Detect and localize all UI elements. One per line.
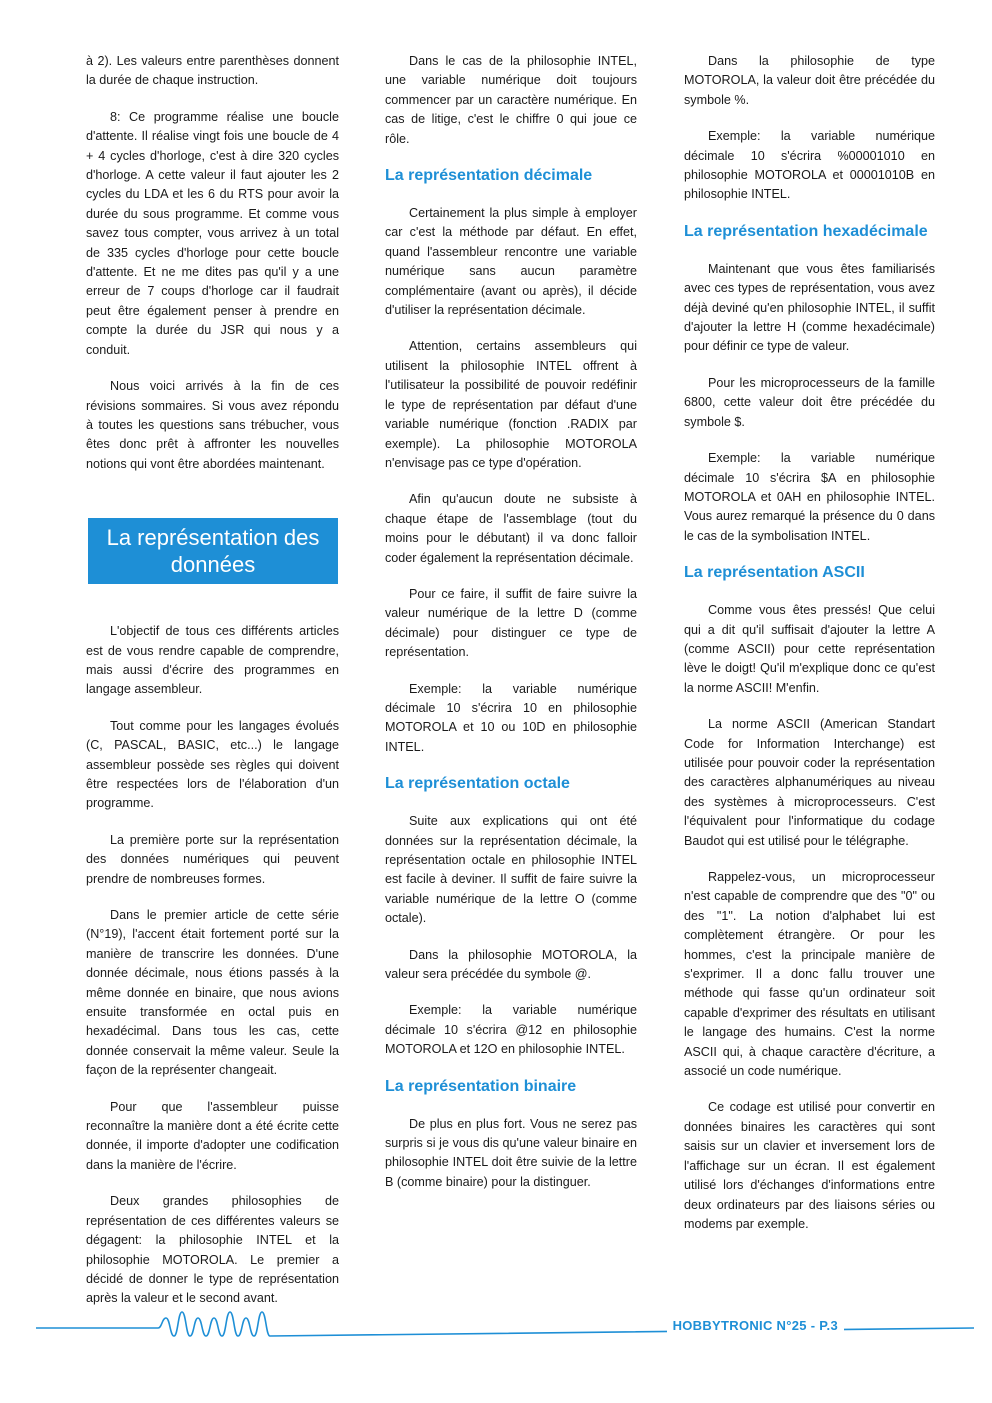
subheading-hexadecimal: La représentation hexadécimale (684, 222, 928, 240)
subheading-decimal: La représentation décimale (385, 167, 593, 185)
paragraph: Suite aux explications qui ont été données sur la représentation décimale, la représentation octale en philosophie INTEL est facile à deviner. Il suffit de faire suivre la variable numérique de la lettre O (comme octale). (385, 814, 637, 926)
subheading-octal: La représentation octale (385, 775, 570, 793)
paragraph: Pour les microprocesseurs de la famille 6800, cette valeur doit être précédée du symbole $. (684, 375, 935, 429)
paragraph: Dans la philosophie MOTOROLA, la valeur sera précédée du symbole @. (385, 947, 637, 982)
paragraph: Comme vous êtes pressés! Que celui qui a dit qu'il suffisait d'ajouter la lettre A (comme ASCII) pour cette représentation lève le doigt! Qu'il m'explique donc ce qu'est la norme ASCII! M'enfin. (684, 603, 935, 695)
column-2 (385, 52, 637, 1209)
subheading-ascii: La représentation ASCII (684, 564, 865, 582)
paragraph: Exemple: la variable numérique décimale 10 s'écrira %00001010 en philosophie MOTOROLA et 00001010B en philosophie INTEL. (684, 129, 935, 202)
paragraph: Dans le cas de la philosophie INTEL, une variable numérique doit toujours commencer par un caractère numérique. En cas de litige, c'est le chiffre 0 qui joue ce rôle. (385, 54, 637, 146)
subheading-binary: La représentation binaire (385, 1077, 577, 1095)
column-3 (684, 52, 935, 1251)
section-title-banner: La représentation des données (88, 518, 338, 584)
footer-page-label: HOBBYTRONIC N°25 - P.3 (667, 1318, 844, 1333)
paragraph: L'objectif de tous ces différents articles est de vous rendre capable de comprendre, mais aussi d'écrire des programmes en langage assembleur. (86, 624, 339, 697)
paragraph: Maintenant que vous êtes familiarisés avec ces types de représentation, vous avez déjà deviné qu'en philosophie INTEL, il suffit d'ajouter la lettre H (comme hexadécimale) pour définir ce type de valeur. (684, 261, 935, 354)
paragraph: 8: Ce programme réalise une boucle d'attente. Il réalise vingt fois une boucle de 4 + 4 cycles d'horloge, c'est à dire 320 cycles d'horloge. A cette valeur il faut ajouter les 2 cycles du LDA et les 6 du RTS pour avoir la durée du sous programme. Et comme vous savez tous compter, vous arrivez à un total de 335 cycles d'horloge pour cette boucle d'attente. Et ne me dites pas qu'il y a une erreur de 7 coups d'horloge car il faudrait peut être également penser à prendre en compte la durée du JSR qui nous y a conduit. (86, 109, 339, 357)
paragraph: Dans le premier article de cette série (N°19), l'accent était fortement porté sur la manière de transcrire les données. D'une donnée décimale, nous étions passés à la même donnée en binaire, que nous avions ensuite transformée en octal puis en hexadécimal. Dans tous les cas, cette donnée conservait la même valeur. Seule la façon de la représenter changeait. (86, 908, 339, 1078)
paragraph: Attention, certains assembleurs qui utilisent la philosophie INTEL offrent à l'utilisateur la possibilité de pouvoir redéfinir le type de représentation par défaut d'une variable numérique (fonction .RADIX par exemple). La philosophie MOTOROLA n'envisage pas ce type d'opération. (385, 339, 637, 470)
paragraph: Pour ce faire, il suffit de faire suivre la valeur numérique de la lettre D (comme décimale) pour distinguer ce type de représentation. (385, 586, 637, 660)
page-footer (36, 1308, 974, 1348)
paragraph: Afin qu'aucun doute ne subsiste à chaque étape de l'assemblage (tout du moins pour le débutant) il va donc falloir coder également la représentation décimale. (385, 492, 637, 565)
paragraph: Exemple: la variable numérique décimale 10 s'écrira 10 en philosophie MOTOROLA et 10 ou 10D en philosophie INTEL. (385, 681, 637, 754)
paragraph: à 2). Les valeurs entre parenthèses donnent la durée de chaque instruction. (86, 54, 339, 88)
paragraph: Nous voici arrivés à la fin de ces révisions sommaires. Si vous avez répondu à toutes les questions sans trébucher, vous êtes donc prêt à affronter les nouvelles notions qui vont être abordées maintenant. (86, 379, 339, 471)
paragraph: Deux grandes philosophies de représentation de ces différentes valeurs se dégagent: la philosophie INTEL et la philosophie MOTOROLA. Le premier a décidé de donner le type de représentation après la valeur et le second avant. (86, 1194, 339, 1306)
paragraph: Certainement la plus simple à employer car c'est la méthode par défaut. En effet, quand l'assembleur rencontre une variable numérique sans aucun paramètre complémentaire (avant ou après), il décide d'utiliser la représentation décimale. (385, 206, 637, 318)
paragraph: Pour que l'assembleur puisse reconnaître la manière dont a été écrite cette donnée, il importe d'adopter une codification dans la manière de l'écrire. (86, 1099, 339, 1172)
paragraph: Exemple: la variable numérique décimale 10 s'écrira $A en philosophie MOTOROLA et 0AH en philosophie INTEL. Vous aurez remarqué la présence du 0 dans le cas de la symbolisation INTEL. (684, 451, 935, 543)
paragraph: Dans la philosophie de type MOTOROLA, la valeur doit être précédée du symbole %. (684, 54, 935, 107)
paragraph: Rappelez-vous, un microprocesseur n'est capable de comprendre que des "0" ou des "1". La notion d'alphabet lui est complètement étrangère. Or pour les hommes, c'est la principale manière de s'exprimer. Il a donc fallu trouver une méthode qui fasse qu'un ordinateur soit capable d'exprimer des résultats en utilisant le langage des humains. C'est la norme ASCII qui, à chaque caractère d'écriture, a associé un code numérique. (684, 870, 935, 1079)
column-1 (86, 52, 339, 1326)
paragraph: Exemple: la variable numérique décimale 10 s'écrira @12 en philosophie MOTOROLA et 12O en philosophie INTEL. (385, 1003, 637, 1057)
paragraph: Ce codage est utilisé pour convertir en données binaires les caractères qui sont saisis sur un clavier et inversement lors de l'affichage sur un écran. Il est également utilisé lors d'échanges d'informations entre deux ordinateurs par des liaisons séries ou modems par exemple. (684, 1100, 935, 1231)
paragraph: Tout comme pour les langages évolués (C, PASCAL, BASIC, etc...) le langage assembleur possède ses règles qui doivent être respectées lors de l'élaboration d'un programme. (86, 718, 339, 811)
paragraph: La norme ASCII (American Standart Code for Information Interchange) est utilisée pour pouvoir coder la représentation des caractères alphanumériques au niveau des systèmes à microprocesseurs. C'est l'équivalent pour l'informatique du codage Baudot qui est utilisé pour le télégraphe. (684, 717, 935, 848)
paragraph: La première porte sur la représentation des données numériques qui peuvent prendre de nombreuses formes. (86, 832, 339, 886)
paragraph: De plus en plus fort. Vous ne serez pas surpris si je vous dis qu'une valeur binaire en philosophie INTEL doit être suivie de la lettre B (comme binaire) pour la distinguer. (385, 1116, 637, 1189)
